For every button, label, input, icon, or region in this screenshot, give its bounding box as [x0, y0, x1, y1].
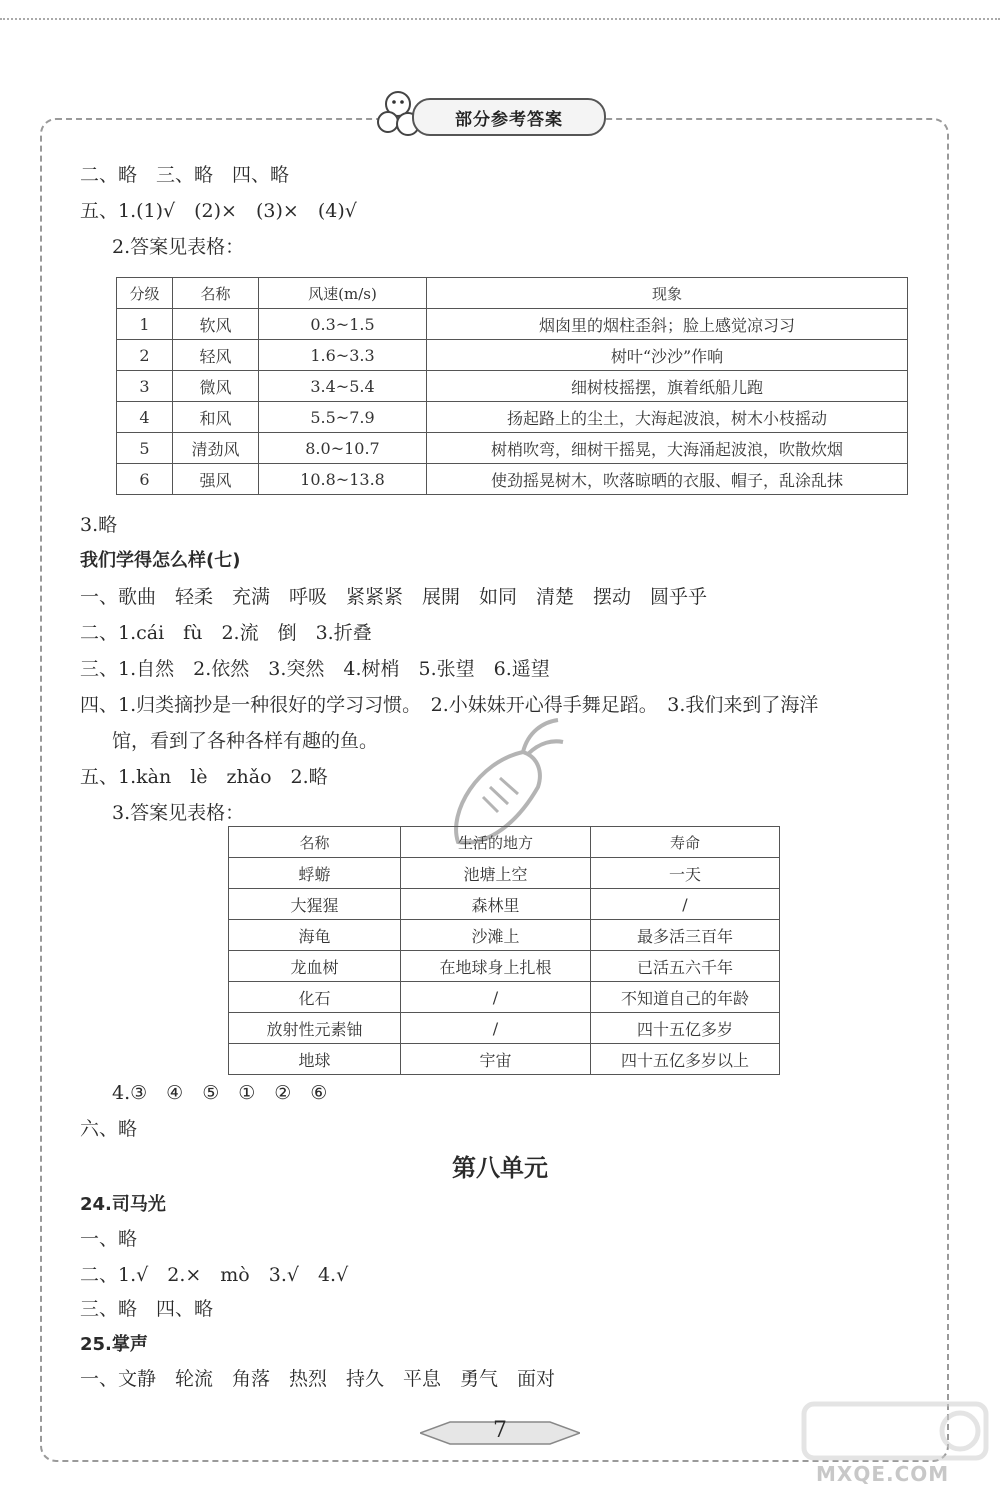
- answer-line: 三、1.自然 2.依然 3.突然 4.树梢 5.张望 6.遥望: [80, 658, 550, 680]
- table-header-cell: 现象: [427, 278, 908, 309]
- answer-line: 馆，看到了各种各样有趣的鱼。: [112, 730, 379, 752]
- lesson-title: 25.掌声: [80, 1334, 148, 1355]
- table-header-row: [229, 827, 780, 858]
- table-row: [117, 309, 908, 340]
- table-cell: 10.8~13.8: [259, 464, 427, 495]
- answer-line: 二、1.√ 2.× mò 3.√ 4.√: [80, 1264, 349, 1286]
- answer-line: 二、略 三、略 四、略: [80, 164, 290, 186]
- table-cell: 5.5~7.9: [259, 402, 427, 433]
- table-cell: 四十五亿多岁: [591, 1013, 780, 1044]
- answer-line: 2.答案见表格：: [112, 236, 245, 258]
- top-border: [0, 0, 1000, 20]
- table-header-cell: 风速(m/s): [259, 278, 427, 309]
- table-cell: 轻风: [173, 340, 259, 371]
- table-cell: 龙血树: [229, 951, 401, 982]
- table-cell: 1.6~3.3: [259, 340, 427, 371]
- table-cell: 使劲摇晃树木，吹落晾晒的衣服、帽子，乱涂乱抹: [427, 464, 908, 495]
- table-cell: 扬起路上的尘土，大海起波浪，树木小枝摇动: [427, 402, 908, 433]
- table-cell: 一天: [591, 858, 780, 889]
- page-number: 7: [493, 1418, 507, 1443]
- answer-line: 三、略 四、略: [80, 1298, 214, 1320]
- table-row: [117, 402, 908, 433]
- table-cell: 微风: [173, 371, 259, 402]
- lesson-title: 24.司马光: [80, 1194, 166, 1215]
- table-cell: /: [401, 982, 591, 1013]
- answer-line: 六、略: [80, 1118, 138, 1140]
- answer-line: 4.③ ④ ⑤ ① ② ⑥: [112, 1082, 328, 1104]
- table-row: [117, 340, 908, 371]
- table-cell: 四十五亿多岁以上: [591, 1044, 780, 1075]
- badge-title: 部分参考答案: [412, 98, 606, 136]
- table-cell: 沙滩上: [401, 920, 591, 951]
- table-header-row: [117, 278, 908, 309]
- table-cell: 宇宙: [401, 1044, 591, 1075]
- answer-line: 3.答案见表格：: [112, 802, 245, 824]
- table-cell: 细树枝摇摆，旗着纸船儿跑: [427, 371, 908, 402]
- table-header-cell: 分级: [117, 278, 173, 309]
- table-row: [229, 889, 780, 920]
- table-cell: 树叶“沙沙”作响: [427, 340, 908, 371]
- table-cell: 清劲风: [173, 433, 259, 464]
- answer-line: 一、略: [80, 1228, 138, 1250]
- table-cell: /: [401, 1013, 591, 1044]
- table-row: [229, 982, 780, 1013]
- table-cell: 森林里: [401, 889, 591, 920]
- table-header-cell: 名称: [229, 827, 401, 858]
- table-cell: 3.4~5.4: [259, 371, 427, 402]
- answer-line: 一、歌曲 轻柔 充满 呼吸 紧紧紧 展開 如同 清楚 摆动 圆乎乎: [80, 586, 708, 608]
- answer-line: 3.略: [80, 514, 118, 536]
- table-cell: 强风: [173, 464, 259, 495]
- table-cell: 化石: [229, 982, 401, 1013]
- table-row: [117, 371, 908, 402]
- answer-line: 五、1.kàn lè zhǎo 2.略: [80, 766, 328, 788]
- unit-title: 第八单元: [452, 1154, 548, 1182]
- table-cell: 已活五六千年: [591, 951, 780, 982]
- table-cell: 不知道自己的年龄: [591, 982, 780, 1013]
- table-cell: 池塘上空: [401, 858, 591, 889]
- table-cell: 最多活三百年: [591, 920, 780, 951]
- wind-scale-table: [116, 277, 908, 495]
- table-cell: 蜉蝣: [229, 858, 401, 889]
- table-cell: 放射性元素铀: [229, 1013, 401, 1044]
- table-header-cell: 生活的地方: [401, 827, 591, 858]
- table-cell: 烟囱里的烟柱歪斜；脸上感觉凉习习: [427, 309, 908, 340]
- table-header-cell: 寿命: [591, 827, 780, 858]
- answer-line: 四、1.归类摘抄是一种很好的学习习惯。 2.小妹妹开心得手舞足蹈。 3.我们来到了海洋: [80, 694, 819, 716]
- table-cell: 1: [117, 309, 173, 340]
- table-cell: 树梢吹弯，细树干摇晃，大海涌起波浪，吹散炊烟: [427, 433, 908, 464]
- answer-line: 一、文静 轮流 角落 热烈 持久 平息 勇气 面对: [80, 1368, 556, 1390]
- table-cell: 和风: [173, 402, 259, 433]
- table-cell: 8.0~10.7: [259, 433, 427, 464]
- table-cell: 3: [117, 371, 173, 402]
- table-cell: /: [591, 889, 780, 920]
- table-cell: 4: [117, 402, 173, 433]
- table-row: [229, 858, 780, 889]
- table-cell: 6: [117, 464, 173, 495]
- table-cell: 大猩猩: [229, 889, 401, 920]
- section-title: 我们学得怎么样(七): [80, 550, 241, 571]
- table-row: [229, 1013, 780, 1044]
- table-row: [117, 433, 908, 464]
- watermark-domain: MXQE.COM: [816, 1462, 950, 1486]
- lifespan-table: [228, 826, 780, 1075]
- answer-header-badge: [372, 88, 612, 140]
- table-cell: 在地球身上扎根: [401, 951, 591, 982]
- table-cell: 海龟: [229, 920, 401, 951]
- table-row: [229, 1044, 780, 1075]
- table-row: [229, 951, 780, 982]
- answer-line: 五、1.(1)√ (2)× (3)× (4)√: [80, 200, 357, 222]
- table-cell: 0.3~1.5: [259, 309, 427, 340]
- table-header-cell: 名称: [173, 278, 259, 309]
- table-cell: 软风: [173, 309, 259, 340]
- table-cell: 地球: [229, 1044, 401, 1075]
- table-row: [117, 464, 908, 495]
- answer-line: 二、1.cái fù 2.流 倒 3.折叠: [80, 622, 372, 644]
- table-cell: 2: [117, 340, 173, 371]
- table-cell: 5: [117, 433, 173, 464]
- table-row: [229, 920, 780, 951]
